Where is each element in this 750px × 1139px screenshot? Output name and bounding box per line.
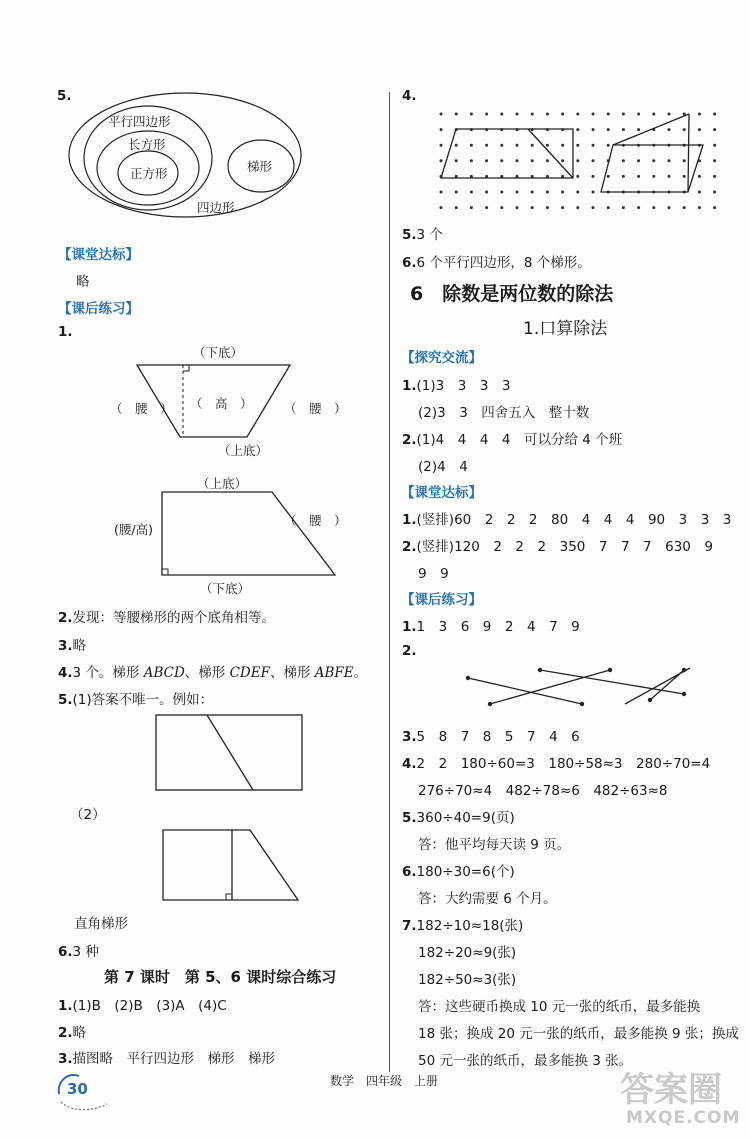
- footer-book-title: 数学 四年级 上册: [330, 1074, 439, 1088]
- grid-dot: [485, 144, 488, 147]
- grid-dot: [713, 159, 716, 162]
- right-angle-mark: [162, 569, 168, 575]
- watermark-url: MXQE.COM: [626, 1108, 741, 1128]
- grid-dot: [713, 113, 716, 116]
- right-q5: 5.3 个: [402, 227, 443, 243]
- grid-dot: [531, 144, 534, 147]
- grid-dot: [455, 206, 458, 209]
- grid-dot: [592, 175, 595, 178]
- grid-dot: [607, 206, 610, 209]
- grid-dot: [607, 175, 610, 178]
- grid-dot: [561, 206, 564, 209]
- grid-dot: [485, 206, 488, 209]
- after-r-q5-answer: 答：他平均每天读 9 页。: [418, 837, 571, 853]
- grid-dot: [531, 191, 534, 194]
- grid-dot: [561, 159, 564, 162]
- split-line: [207, 715, 253, 790]
- grid-dot: [622, 128, 625, 131]
- trapezoid: [163, 830, 298, 900]
- grid-dot: [652, 113, 655, 116]
- after-q3: 3.略: [58, 638, 87, 654]
- grid-dot: [516, 159, 519, 162]
- venn-label-rectangle: 长方形: [128, 137, 166, 152]
- grid-dot: [713, 144, 716, 147]
- grid-dot: [698, 113, 701, 116]
- grid-dot: [592, 113, 595, 116]
- after-q5-part2-label: （2）: [70, 807, 106, 823]
- grid-dot: [637, 206, 640, 209]
- grid-dot: [531, 206, 534, 209]
- q5-number: 5.: [57, 88, 72, 104]
- after-r-q7-answer-2: 18 张；换成 20 元一张的纸币，最多能换 9 张；换成: [418, 1026, 739, 1042]
- right-trapezoid: [162, 492, 335, 575]
- grid-dot: [531, 159, 534, 162]
- grid-dot: [622, 175, 625, 178]
- after-r-q5: 5.360÷40=9(页): [402, 810, 515, 826]
- after-r-q7: 7.182÷10≈18(张): [402, 918, 524, 934]
- grid-dot: [592, 159, 595, 162]
- grid-dot: [652, 175, 655, 178]
- grid-dot: [683, 175, 686, 178]
- grid-dot: [668, 175, 671, 178]
- grid-dot: [698, 206, 701, 209]
- right-trapezoid-figure: [160, 490, 340, 580]
- lesson7-title: 第 7 课时 第 5、6 课时综合练习: [104, 968, 337, 986]
- grid-dot: [668, 159, 671, 162]
- after-q1-number: 1.: [58, 324, 73, 340]
- fig1-label-bottom: （上底）: [218, 443, 269, 458]
- grid-dot: [561, 144, 564, 147]
- grid-dot: [546, 191, 549, 194]
- right-angle-mark: [226, 894, 232, 900]
- grid-dot: [440, 191, 443, 194]
- after-r-q7-line3: 182÷50≈3(张): [418, 972, 517, 988]
- after-q5: 5.(1)答案不唯一。例如：: [58, 692, 214, 708]
- fig2-label-left: (腰/高): [114, 522, 153, 537]
- column-divider: [389, 92, 390, 1072]
- grid-dot: [576, 159, 579, 162]
- fig1-label-top: （下底）: [193, 345, 244, 360]
- grid-dot: [561, 113, 564, 116]
- grid-dot: [576, 128, 579, 131]
- grid-dot: [668, 113, 671, 116]
- grid-dot: [440, 159, 443, 162]
- grid-dot: [607, 113, 610, 116]
- grid-dot: [637, 113, 640, 116]
- fig2-label-right: （ 腰 ）: [284, 513, 347, 528]
- after-r-q6-answer: 答：大约需要 6 个月。: [418, 891, 557, 907]
- grid-dot: [516, 144, 519, 147]
- grid-dot: [500, 191, 503, 194]
- explore-q1b: (2)3 3 四舍五入 整十数: [418, 405, 590, 421]
- grid-dot: [668, 128, 671, 131]
- after-r-q6: 6.180÷30=6(个): [402, 864, 515, 880]
- class-standard-answer: 略: [76, 274, 90, 290]
- grid-dot: [592, 191, 595, 194]
- dot-grid-figure: [433, 108, 723, 213]
- after-r-q7-line2: 182÷20≈9(张): [418, 945, 517, 961]
- grid-dot: [546, 159, 549, 162]
- section-explore: 【探究交流】: [401, 350, 482, 366]
- match-dots: [466, 668, 686, 706]
- grid-dot: [470, 206, 473, 209]
- fig1-label-height: （ 高 ）: [190, 396, 253, 411]
- grid-dot: [455, 191, 458, 194]
- matching-lines-figure: [460, 662, 700, 712]
- grid-dot: [561, 191, 564, 194]
- section-class-standard-right: 【课堂达标】: [401, 485, 482, 501]
- fig1-label-right: （ 腰 ）: [284, 401, 347, 416]
- grid-dot: [607, 144, 610, 147]
- grid-dot: [637, 159, 640, 162]
- grid-dot: [546, 144, 549, 147]
- grid-dot: [637, 175, 640, 178]
- grid-dot: [652, 159, 655, 162]
- after-r-q1: 1.1 3 6 9 2 4 7 9: [402, 619, 580, 635]
- grid-dot: [546, 206, 549, 209]
- grid-dot: [622, 113, 625, 116]
- grid-dot: [485, 159, 488, 162]
- class-q1: 1.(竖排)60 2 2 2 80 4 4 4 90 3 3 3: [402, 512, 732, 528]
- class-q2-continued: 9 9: [418, 566, 449, 582]
- after-r-q3: 3.5 8 7 8 5 7 4 6: [402, 729, 580, 745]
- parallelogram-1-diagonal: [528, 129, 573, 178]
- grid-dot: [652, 206, 655, 209]
- page-number: 30: [67, 1080, 88, 1098]
- class-q2: 2.(竖排)120 2 2 2 350 7 7 7 630 9: [402, 539, 713, 555]
- grid-dot: [500, 113, 503, 116]
- grid-dot: [455, 144, 458, 147]
- grid-dot: [713, 191, 716, 194]
- grid-dot: [683, 128, 686, 131]
- match-line-1: [468, 678, 582, 704]
- grid-dot: [576, 175, 579, 178]
- grid-dot: [713, 175, 716, 178]
- section-after-class-right: 【课后练习】: [401, 592, 482, 608]
- grid-dot: [576, 191, 579, 194]
- chapter-title: 6 除数是两位数的除法: [410, 283, 614, 305]
- grid-dot: [516, 206, 519, 209]
- grid-dot: [713, 128, 716, 131]
- after-r-q2: 2.: [402, 643, 417, 659]
- watermark-logo: 答案圈: [620, 1070, 722, 1110]
- after-r-q4: 4.2 2 180÷60=3 180÷58≈3 280÷70=4: [402, 756, 711, 772]
- grid-dot: [470, 113, 473, 116]
- grid-dot: [637, 128, 640, 131]
- grid-dot: [470, 159, 473, 162]
- grid-dot: [683, 206, 686, 209]
- grid-dot: [698, 175, 701, 178]
- rectangle: [156, 715, 302, 790]
- after-r-q7-answer-3: 50 元一张的纸币，最多能换 3 张。: [418, 1053, 633, 1069]
- grid-dot: [516, 113, 519, 116]
- grid-dot: [592, 206, 595, 209]
- grid-dot: [683, 159, 686, 162]
- grid-dot: [576, 206, 579, 209]
- quadrilateral-set: [69, 93, 301, 217]
- right-q6: 6.6 个平行四边形，8 个梯形。: [402, 255, 591, 271]
- after-r-q4-continued: 276÷70≈4 482÷78≈6 482÷63≈8: [418, 783, 668, 799]
- grid-dot: [531, 113, 534, 116]
- lesson7-q1: 1.(1)B (2)B (3)A (4)C: [58, 998, 227, 1014]
- fig2-label-top: （上底）: [197, 476, 248, 491]
- grid-dot: [500, 144, 503, 147]
- venn-label-square: 正方形: [130, 166, 168, 181]
- grid-dot: [576, 113, 579, 116]
- explore-q2b: (2)4 4: [418, 459, 468, 475]
- rectangle-split-figure: [155, 714, 305, 794]
- grid-dot: [592, 128, 595, 131]
- grid-dot: [500, 159, 503, 162]
- match-line-3: [540, 670, 684, 694]
- grid-dot: [440, 206, 443, 209]
- grid-dots: [440, 113, 717, 210]
- grid-dot: [622, 159, 625, 162]
- grid-dot: [455, 159, 458, 162]
- after-r-q7-answer-1: 答：这些硬币换成 10 元一张的纸币，最多能换: [418, 999, 701, 1015]
- parallelogram-figure-1: [441, 129, 573, 178]
- fig2-label-bottom: （下底）: [200, 581, 251, 596]
- parallelogram-2-line-2: [688, 114, 689, 192]
- section-class-standard: 【课堂达标】: [58, 247, 139, 263]
- grid-dot: [470, 191, 473, 194]
- grid-dot: [592, 144, 595, 147]
- grid-dot: [546, 113, 549, 116]
- grid-dot: [576, 144, 579, 147]
- venn-label-quadrilateral: 四边形: [197, 200, 235, 215]
- grid-dot: [516, 191, 519, 194]
- quadrilateral-venn-diagram: [60, 85, 310, 225]
- grid-dot: [713, 206, 716, 209]
- grid-dot: [455, 113, 458, 116]
- after-q2: 2.发现：等腰梯形的两个底角相等。: [58, 610, 276, 626]
- grid-dot: [440, 144, 443, 147]
- grid-dot: [440, 128, 443, 131]
- grid-dot: [500, 206, 503, 209]
- right-trapezoid-label: 直角梯形: [74, 916, 128, 932]
- after-q4: 4.3 个。梯形 ABCD、梯形 CDEF、梯形 ABFE。: [58, 665, 368, 681]
- after-q6: 6.3 种: [58, 944, 99, 960]
- venn-label-parallelogram: 平行四边形: [108, 114, 171, 129]
- lesson7-q2: 2.略: [58, 1025, 87, 1041]
- grid-dot: [607, 128, 610, 131]
- grid-dot: [440, 113, 443, 116]
- explore-q1a: 1.(1)3 3 3 3: [402, 378, 511, 394]
- trapezoid-split-figure: [162, 828, 302, 903]
- section-after-class: 【课后练习】: [58, 301, 139, 317]
- lesson7-q3: 3.描图略 平行四边形 梯形 梯形: [58, 1051, 276, 1067]
- right-q4-number: 4.: [402, 88, 417, 104]
- grid-dot: [485, 113, 488, 116]
- grid-dot: [668, 206, 671, 209]
- grid-dot: [622, 206, 625, 209]
- explore-q2a: 2.(1)4 4 4 4 可以分给 4 个班: [402, 432, 623, 448]
- grid-dot: [698, 128, 701, 131]
- grid-dot: [698, 191, 701, 194]
- venn-label-trapezoid: 梯形: [247, 159, 273, 174]
- grid-dot: [470, 144, 473, 147]
- section-subtitle: 1.口算除法: [523, 319, 608, 339]
- grid-dot: [485, 191, 488, 194]
- fig1-label-left: （ 腰 ）: [110, 401, 173, 416]
- right-angle-mark: [183, 365, 189, 371]
